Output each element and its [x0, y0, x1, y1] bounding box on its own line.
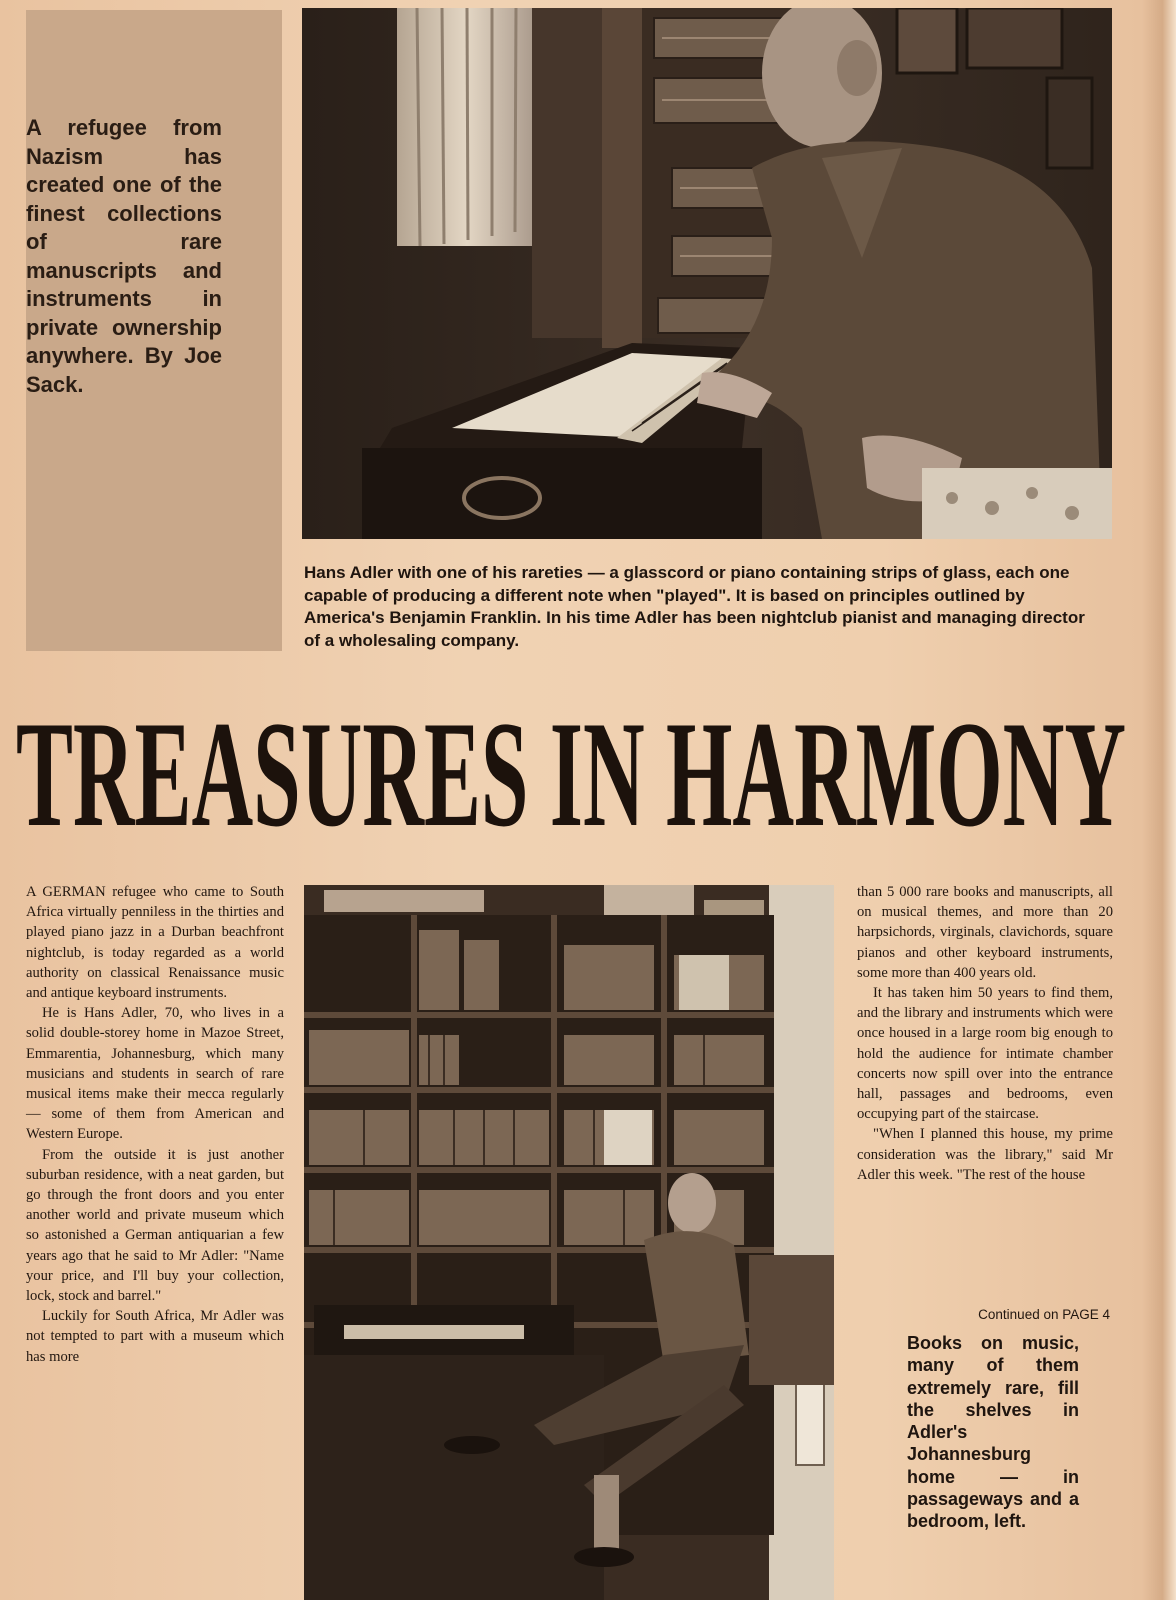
continued-notice: Continued on PAGE 4: [978, 1307, 1110, 1322]
headline: [16, 705, 1128, 839]
article-paragraph: "When I planned this house, my prime consideration was the library," said Mr Adler this week. "The rest of the house: [857, 1126, 1113, 1183]
article-column-left: [26, 882, 284, 1367]
headline-text: TREASURES IN HARMONY: [16, 705, 1126, 839]
intro-standfirst: A refugee from Nazism has created one of the finest collections of rare manuscripts and instruments in private ownership anywhere. By Joe Sack.: [26, 115, 222, 397]
photo-glasscord-caption: Hans Adler with one of his rareties — a glasscord or piano containing strips of glass, each one capable of producing a different note when "played". It is based on principles outlined by America's Benjamin Franklin. In his time Adler has been nightclub pianist and managing director of a wholesaling company.: [304, 563, 1085, 650]
article-paragraph: Luckily for South Africa, Mr Adler was not tempted to part with a museum which has more: [26, 1308, 284, 1365]
article-paragraph: than 5 000 rare books and manuscripts, all on musical themes, and more than 20 harpsichords, virginals, clavichords, square pianos and other keyboard instruments, some more than 400 years old.: [857, 884, 1113, 981]
page-edge: [1142, 0, 1176, 1600]
photo-library-caption: Books on music, many of them extremely rare, fill the shelves in Adler's Johannesburg home — in passageways and a bedroom, left.: [907, 1333, 1079, 1532]
article-paragraph: It has taken him 50 years to find them, and the library and instruments which were once housed in a large room big enough to hold the audience for intimate chamber concerts now spill over into the entrance hall, passages and bedrooms, even occupying part of the staircase.: [857, 985, 1113, 1123]
article-column-right: [857, 882, 1113, 1185]
article-paragraph: A GERMAN refugee who came to South Africa virtually penniless in the thirties and played piano jazz in a Durban beachfront nightclub, is today regarded as a world authority on classical Renaissance music and antique keyboard instruments.: [26, 884, 284, 1002]
photo-glasscord: [302, 8, 1112, 539]
photo-library: [304, 885, 834, 1600]
article-paragraph: From the outside it is just another suburban residence, with a neat garden, but go through the front doors and you enter another world and private museum which so astonished a German antiquarian a few years ago that he said to Mr Adler: "Name your price, and I'll buy your collection, lock, stock and barrel.": [26, 1146, 284, 1305]
article-paragraph: He is Hans Adler, 70, who lives in a solid double-storey home in Mazoe Street, Emmarentia, Johannesburg, which many musicians and students in search of rare musical items make their mecca regularly — some of them from American and Western Europe.: [26, 1005, 284, 1143]
